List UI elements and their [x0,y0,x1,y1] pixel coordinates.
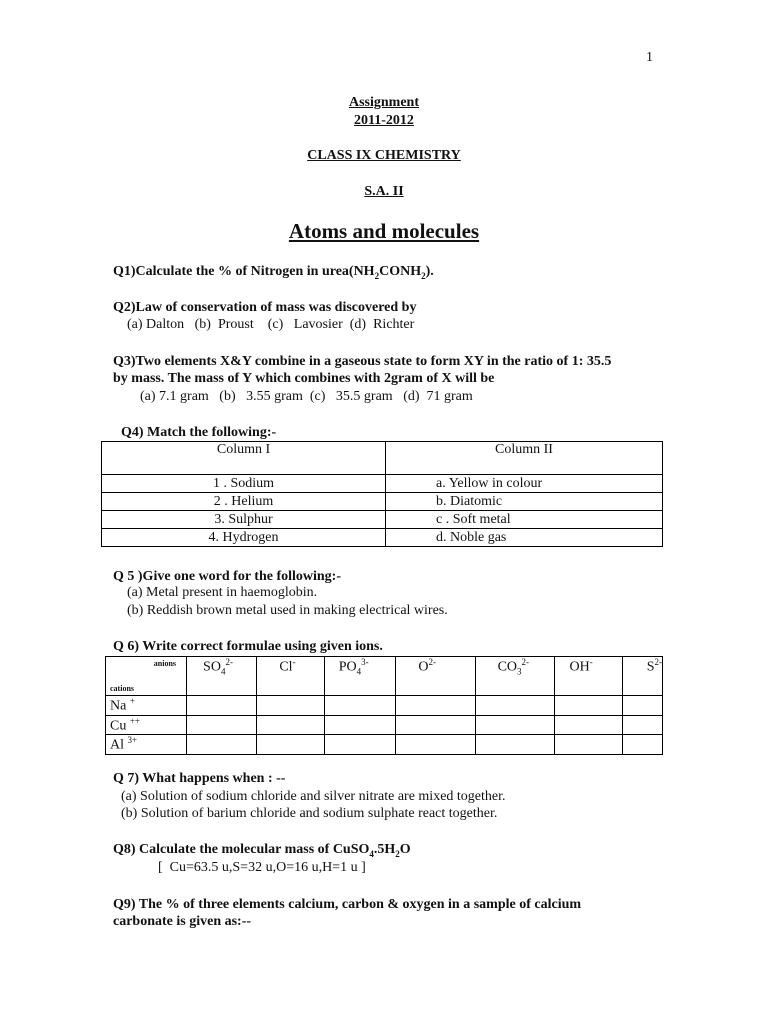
match-right-cell: b. Diatomic [386,493,663,511]
question-7: Q 7) What happens when : -- [113,771,286,786]
q8-sub-1: 4 [369,848,374,859]
anion-header: $S^{2-}$ [622,657,662,696]
question-5-a: (a) Metal present in haemoglobin. [127,585,318,600]
question-5: Q 5 )Give one word for the following:- [113,569,341,584]
question-3-options: (a) 7.1 gram (b) 3.55 gram (c) 35.5 gram (d) 71 gram [140,389,473,404]
sa-heading: S.A. II [364,184,404,199]
q1-text-a: Q1)Calculate the % of Nitrogen in urea(NH [113,264,375,279]
cation-cell: Na + [106,696,187,716]
q8-text-b: .5H [373,842,396,857]
table-row [106,735,663,755]
page-title: Atoms and molecules [288,219,480,243]
q1-text-c: ). [425,264,434,279]
match-left-cell: 4. Hydrogen [102,529,386,547]
class-heading: CLASS IX CHEMISTRY [307,148,461,163]
match-right-cell: a. Yellow in colour [386,475,663,493]
table-row [102,529,663,547]
q1-sub-2: 2 [421,270,426,281]
match-left-cell: 2 . Helium [102,493,386,511]
match-left-cell: 1 . Sodium [102,475,386,493]
anions-header-row [106,657,663,696]
table-row [102,493,663,511]
q1-sub-1: 2 [374,270,380,281]
question-4: Q4) Match the following:- [121,425,277,440]
year-heading: 2011-2012 [354,113,414,128]
assignment-heading: Assignment [348,95,419,110]
q8-text-a: Q8) Calculate the molecular mass of CuSO [113,842,370,857]
match-left-cell: 3. Sulphur [102,511,386,529]
q1-text-b: CONH [379,264,422,279]
anion-header: $CO_3^{2-}$ [475,657,555,696]
table-row [102,475,663,493]
column-2-header: Column II [386,442,663,475]
column-1-header: Column I [102,442,386,475]
corner-cell [106,657,187,696]
question-3-line-1: Q3)Two elements X&Y combine in a gaseous state to form XY in the ratio of 1: 35.5 [113,354,612,369]
table-row [106,715,663,735]
question-5-b: (b) Reddish brown metal used in making electrical wires. [127,603,448,618]
q8-text-c: O [399,842,411,857]
question-8-data: [ Cu=63.5 u,S=32 u,O=16 u,H=1 u ] [158,860,366,875]
cation-cell: Al $^{3+}$ [106,735,187,755]
question-9-line-1: Q9) The % of three elements calcium, carbon & oxygen in a sample of calcium [113,897,582,912]
question-8 [113,842,411,859]
match-header-row [102,442,663,475]
question-7-a: (a) Solution of sodium chloride and silver nitrate are mixed together. [121,789,506,804]
question-2-options: (a) Dalton (b) Proust (c) Lavosier (d) Richter [127,317,415,332]
table-row [102,511,663,529]
anion-header: OH- [555,657,622,696]
match-right-cell: c . Soft metal [386,511,663,529]
anion-header: $PO_4^{3-}$ [324,657,396,696]
question-7-b: (b) Solution of barium chloride and sodium sulphate react together. [121,806,498,821]
question-1 [113,264,434,281]
question-2: Q2)Law of conservation of mass was discovered by [113,300,417,315]
anion-header: $SO_4^{2-}$ [187,657,257,696]
anion-header: $O^{2-}$ [396,657,475,696]
question-3-line-2: by mass. The mass of Y which combines with 2gram of X will be [113,371,495,386]
match-table [101,441,663,547]
ions-table [105,656,663,755]
match-right-cell: d. Noble gas [386,529,663,547]
q8-sub-2: 2 [395,848,400,859]
cations-label: cations [110,684,134,693]
anion-header: Cl- [257,657,324,696]
cation-cell: Cu ++ [106,715,187,735]
page-number: 1 [646,50,653,65]
table-row [106,696,663,716]
anions-label: anions [153,659,177,668]
question-9-line-2: carbonate is given as:-- [113,914,252,929]
question-6: Q 6) Write correct formulae using given ions. [113,639,383,654]
